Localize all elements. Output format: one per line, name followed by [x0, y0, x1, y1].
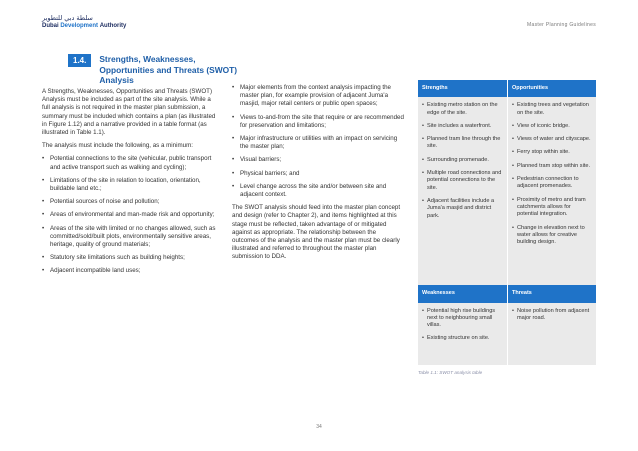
section-title: Strengths, Weaknesses, Opportunities and Threats (SWOT) Analysis — [99, 54, 238, 85]
list-item: • Proximity of metro and tram catchments allows for potential integration. — [512, 197, 592, 219]
strengths-cell — [418, 97, 507, 285]
list-item: • Adjacent incompatible land uses; — [42, 267, 220, 275]
list-item: • Potential connections to the site (vehicular, public transport and active transport such as walking and cycling); — [42, 155, 220, 171]
list-item: • Level change across the site and/or between site and adjacent context. — [232, 183, 404, 199]
swot-summary-paragraph: The SWOT analysis should feed into the master plan concept and design (refer to Chapter 2), and items highlighted at this stage must be reflected, taken advantage of or mitigated against as appropriate. The relationship between the outcomes of the analysis and the master plan must be clearly illustrated and referred to throughout the master plan submission to DDA. — [232, 204, 401, 261]
list-item: • Change in elevation next to water allows for creative building design. — [512, 225, 592, 247]
list-item: • Physical barriers; and — [232, 170, 404, 178]
list-item: • Areas of the site with limited or no changes allowed, such as committed/sold/built plots, environmentally sensitive areas, heritage, quality of ground materials; — [42, 225, 220, 250]
requirements-list — [42, 155, 220, 275]
list-item: • Surrounding promenade. — [422, 157, 503, 164]
dda-logo — [42, 14, 162, 29]
weaknesses-cell — [418, 303, 507, 365]
list-item: • Statutory site limitations such as building heights; — [42, 254, 220, 262]
list-item: • Views to-and-from the site that require or are recommended for preservation and limitations; — [232, 114, 404, 130]
opportunities-cell — [507, 97, 596, 285]
list-item: • Adjacent facilities include a Juma'a masjid and district park. — [422, 198, 503, 220]
list-item: • Pedestrian connection to adjacent promenades. — [512, 176, 592, 191]
swot-row-top — [418, 97, 596, 285]
list-item: • Major elements from the context analysis impacting the master plan, for example provision of adjacent Juma'a masjid, major retail centers or public open spaces; — [232, 84, 404, 109]
list-item: • Views of water and cityscape. — [512, 136, 592, 143]
requirements-list-continued — [232, 84, 404, 199]
table-caption: Table 1.1: SWOT analysis table — [418, 370, 483, 375]
list-item: • Visual barriers; — [232, 156, 404, 164]
section-heading — [68, 54, 249, 86]
threats-cell — [507, 303, 596, 365]
threats-header: Threats — [507, 285, 596, 302]
swot-row-bottom — [418, 303, 596, 365]
minimum-requirements-paragraph: The analysis must include the following, as a minimum: — [42, 142, 193, 150]
list-item: • Potential high rise buildings next to neighbouring small villas. — [422, 308, 503, 330]
logo-word-dubai: Dubai — [42, 23, 59, 29]
list-item: • Planned tram stop within site. — [512, 163, 592, 170]
text-column-middle — [232, 84, 404, 267]
list-item: • Existing structure on site. — [422, 335, 503, 342]
swot-table — [418, 80, 596, 365]
intro-paragraph: A Strengths, Weaknesses, Opportunities and Threats (SWOT) Analysis must be included as part of the site analysis. While a full analysis is not required in the master plan submission, a summary must be included which contains a plan (as illustrated in Figure 1.12) and a narrative provided in a table format (as illustrated in Table 1.1). — [42, 88, 216, 137]
text-column-left — [42, 88, 220, 281]
weaknesses-header: Weaknesses — [418, 285, 507, 302]
list-item: • Existing metro station on the edge of the site. — [422, 102, 503, 117]
list-item: • Multiple road connections and potential connections to the site. — [422, 170, 503, 192]
logo-word-authority: Authority — [99, 23, 127, 29]
list-item: • Existing trees and vegetation on the site. — [512, 102, 592, 117]
strengths-header: Strengths — [418, 80, 507, 97]
list-item: • Potential sources of noise and pollution; — [42, 198, 220, 206]
swot-header-row-bottom — [418, 285, 596, 302]
document-title: Master Planning Guidelines — [527, 22, 596, 28]
list-item: • Areas of environmental and man-made risk and opportunity; — [42, 211, 220, 219]
list-item: • Planned tram line through the site. — [422, 136, 503, 151]
page-number: 34 — [316, 424, 322, 430]
logo-word-development: Development — [60, 23, 99, 29]
logo-english-text — [42, 23, 162, 29]
list-item: • Site includes a waterfront. — [422, 123, 503, 130]
logo-arabic-text: سلطة دبي للتطوير — [42, 14, 93, 22]
list-item: • View of iconic bridge. — [512, 123, 592, 130]
list-item: • Limitations of the site in relation to location, orientation, buildable land etc.; — [42, 177, 220, 193]
section-number-badge: 1.4. — [68, 54, 91, 67]
opportunities-header: Opportunities — [507, 80, 596, 97]
list-item: • Noise pollution from adjacent major road. — [512, 308, 592, 323]
list-item: • Major infrastructure or utilities with an impact on servicing the master plan; — [232, 135, 404, 151]
list-item: • Ferry stop within site. — [512, 149, 592, 156]
swot-header-row-top — [418, 80, 596, 97]
